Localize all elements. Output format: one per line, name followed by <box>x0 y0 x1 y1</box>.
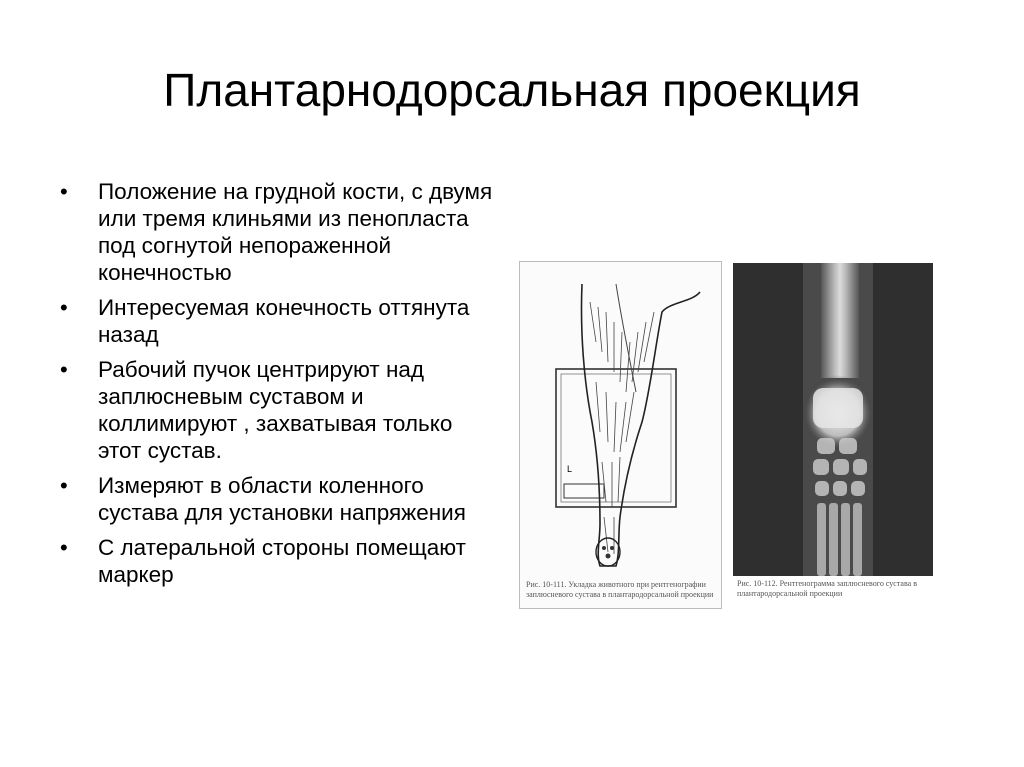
bullet-item <box>60 534 500 588</box>
right-figure-caption: Рис. 10-112. Рентгенограмма заплюсневого сустава в плантародорсальной проекции <box>737 579 917 598</box>
bullet-marker: • <box>60 535 68 560</box>
cassette-plate <box>556 369 676 507</box>
bullet-item <box>60 356 500 464</box>
radiograph-image <box>733 263 933 576</box>
bullet-marker: • <box>60 295 68 320</box>
tibia-shaft <box>821 263 859 378</box>
bullet-marker: • <box>60 179 68 204</box>
bullet-item <box>60 294 500 348</box>
bullet-marker: • <box>60 357 68 382</box>
bullet-text: Интересуемая конечность оттянута назад <box>98 295 470 347</box>
positioning-drawing <box>520 262 721 608</box>
left-figure-caption: Рис. 10-111. Укладка животного при рентгенографии заплюсневого сустава в плантародорсальной проекции <box>526 580 714 599</box>
bullet-text: Измеряют в области коленного сустава для установки напряжения <box>98 473 466 525</box>
radiograph-drawing <box>733 263 933 576</box>
radiograph-figure <box>733 263 933 606</box>
positioning-figure <box>519 261 722 609</box>
bullet-list <box>60 178 500 596</box>
bullet-text: Рабочий пучок центрируют над заплюсневым суставом и коллимируют , захватывая только этот сустав. <box>98 357 453 463</box>
bullet-marker: • <box>60 473 68 498</box>
bullet-item <box>60 178 500 286</box>
marker-box <box>564 484 604 498</box>
lateral-marker-label: L <box>567 464 573 474</box>
bullet-text: С латеральной стороны помещают маркер <box>98 535 466 587</box>
bullet-text: Положение на грудной кости, с двумя или тремя клиньями из пенопласта под согнутой непораженной конечностью <box>98 179 493 285</box>
bullet-item <box>60 472 500 526</box>
slide-title: Плантарнодорсальная проекция <box>163 64 861 116</box>
cassette-inner <box>561 374 671 502</box>
